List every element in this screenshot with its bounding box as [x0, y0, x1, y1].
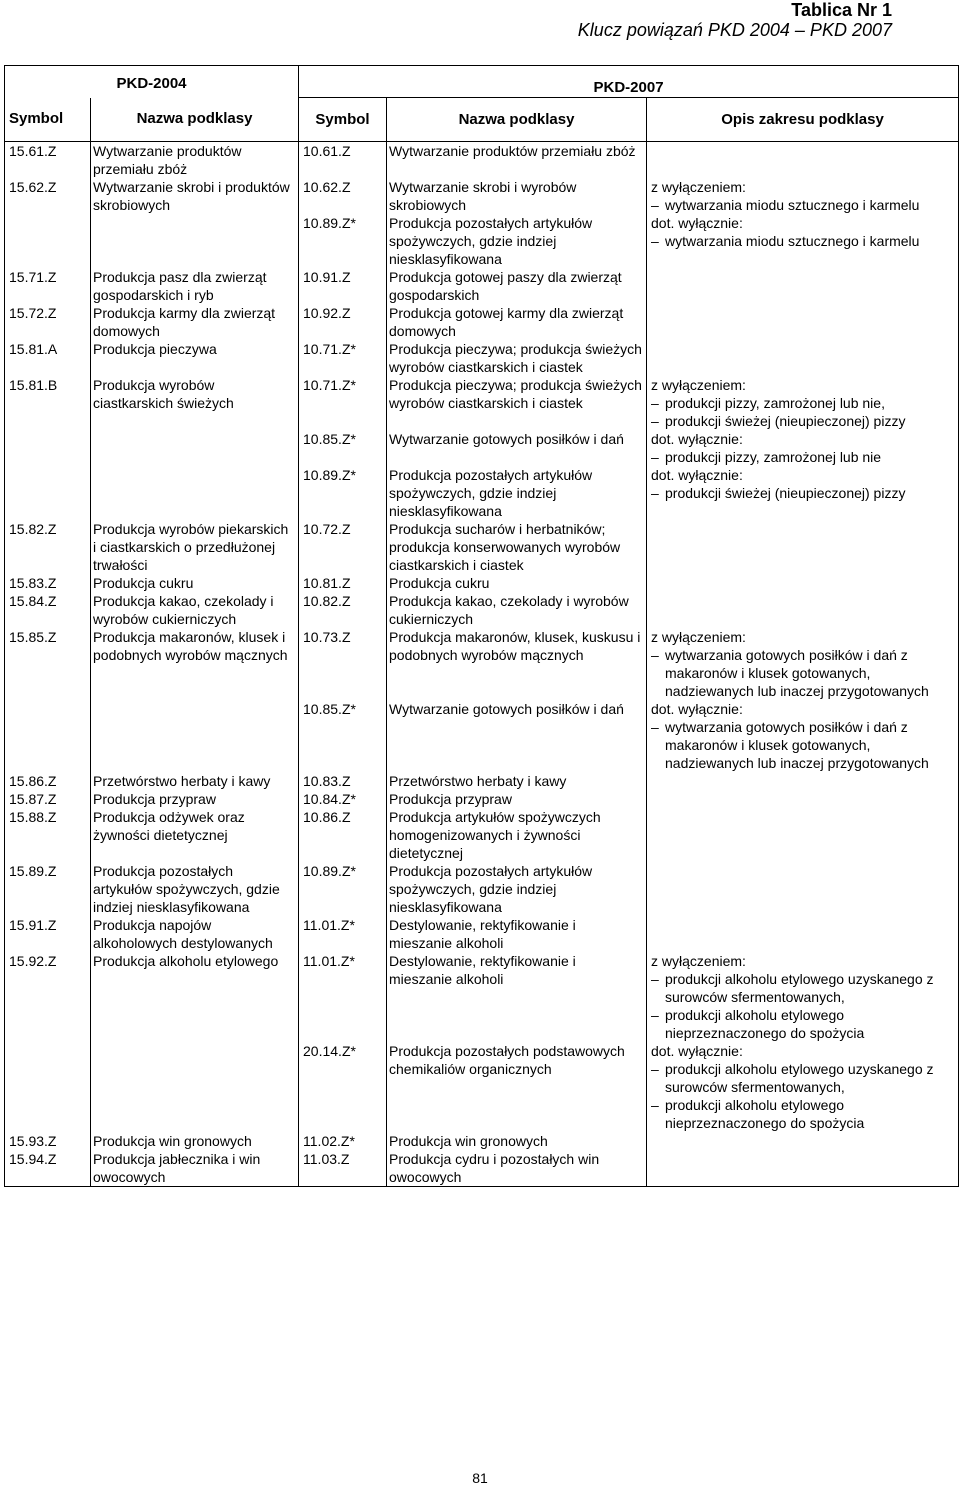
scope-description	[647, 1042, 959, 1132]
pkd2004-symbol: 15.92.Z	[5, 952, 91, 1132]
scope-list	[651, 232, 954, 250]
pkd2004-symbol: 15.86.Z	[5, 772, 91, 790]
pkd2007-symbol: 10.84.Z*	[299, 790, 387, 808]
scope-item: – produkcji alkoholu etylowego nieprzeznaczonego do spożycia	[651, 1096, 954, 1132]
scope-label: z wyłączeniem:	[651, 629, 746, 645]
pkd2007-symbol: 11.03.Z	[299, 1150, 387, 1187]
pkd2007-symbol: 10.71.Z*	[299, 340, 387, 376]
group-header-2007: PKD-2007	[593, 79, 664, 96]
pkd2007-symbol: 11.01.Z*	[299, 916, 387, 952]
table-row	[5, 592, 959, 628]
pkd2007-name: Destylowanie, rektyfikowanie i mieszanie alkoholi	[387, 952, 647, 1042]
pkd2007-name: Produkcja sucharów i herbatników; produkcja konserwowanych wyrobów ciastkarskich i ciastek	[387, 520, 647, 574]
scope-label: dot. wyłącznie:	[651, 431, 743, 447]
pkd2004-name: Produkcja napojów alkoholowych destylowanych	[91, 916, 299, 952]
pkd2007-symbol: 10.81.Z	[299, 574, 387, 592]
pkd2007-symbol: 10.83.Z	[299, 772, 387, 790]
pkd2007-symbol: 10.73.Z	[299, 628, 387, 700]
scope-description	[647, 178, 959, 214]
pkd2004-symbol: 15.81.A	[5, 340, 91, 376]
col-header-symbol-2004: Symbol	[5, 98, 91, 142]
table-row	[5, 142, 959, 179]
pkd2004-symbol: 15.89.Z	[5, 862, 91, 916]
pkd2004-symbol: 15.84.Z	[5, 592, 91, 628]
scope-description	[647, 916, 959, 952]
table-body	[5, 142, 959, 1187]
pkd2007-name: Wytwarzanie gotowych posiłków i dań	[387, 700, 647, 772]
pkd2004-symbol: 15.93.Z	[5, 1132, 91, 1150]
pkd2007-name: Wytwarzanie skrobi i wyrobów skrobiowych	[387, 178, 647, 214]
pkd2007-name: Produkcja pozostałych artykułów spożywczych, gdzie indziej niesklasyfikowana	[387, 862, 647, 916]
pkd2007-name: Produkcja makaronów, klusek, kuskusu i podobnych wyrobów mącznych	[387, 628, 647, 700]
group-header-2004: PKD-2004	[5, 66, 299, 98]
pkd2007-name: Produkcja przypraw	[387, 790, 647, 808]
table-subtitle: Klucz powiązań PKD 2004 – PKD 2007	[577, 20, 892, 40]
pkd2004-name: Produkcja pieczywa	[91, 340, 299, 376]
scope-label: dot. wyłącznie:	[651, 701, 743, 717]
pkd2004-symbol: 15.83.Z	[5, 574, 91, 592]
scope-description	[647, 700, 959, 772]
pkd2007-symbol: 10.72.Z	[299, 520, 387, 574]
pkd2004-symbol: 15.82.Z	[5, 520, 91, 574]
scope-list	[651, 646, 954, 700]
scope-item: – produkcji świeżej (nieupieczonej) pizzy	[651, 484, 954, 502]
table-row	[5, 520, 959, 574]
table-row	[5, 178, 959, 214]
pkd2004-name: Przetwórstwo herbaty i kawy	[91, 772, 299, 790]
pkd2004-symbol: 15.72.Z	[5, 304, 91, 340]
pkd2004-name: Produkcja karmy dla zwierząt domowych	[91, 304, 299, 340]
scope-description	[647, 142, 959, 179]
pkd2007-name: Produkcja pozostałych podstawowych chemikaliów organicznych	[387, 1042, 647, 1132]
pkd2007-name: Produkcja pieczywa; produkcja świeżych wyrobów ciastkarskich i ciastek	[387, 340, 647, 376]
pkd2004-name: Produkcja kakao, czekolady i wyrobów cukierniczych	[91, 592, 299, 628]
table-row	[5, 268, 959, 304]
table-row	[5, 340, 959, 376]
pkd2004-name: Produkcja przypraw	[91, 790, 299, 808]
scope-description	[647, 628, 959, 700]
table-title: Tablica Nr 1	[791, 0, 892, 20]
scope-list	[651, 718, 954, 772]
scope-item: – produkcji świeżej (nieupieczonej) pizzy	[651, 412, 954, 430]
scope-item: – produkcji alkoholu etylowego nieprzeznaczonego do spożycia	[651, 1006, 954, 1042]
scope-label: dot. wyłącznie:	[651, 215, 743, 231]
scope-description	[647, 592, 959, 628]
scope-item: – produkcji alkoholu etylowego uzyskanego z surowców sfermentowanych,	[651, 1060, 954, 1096]
pkd2004-name: Produkcja jabłecznika i win owocowych	[91, 1150, 299, 1187]
pkd2007-symbol: 10.61.Z	[299, 142, 387, 179]
pkd2007-name: Produkcja gotowej karmy dla zwierząt domowych	[387, 304, 647, 340]
pkd2007-name: Produkcja cukru	[387, 574, 647, 592]
scope-description	[647, 952, 959, 1042]
pkd2007-symbol: 11.01.Z*	[299, 952, 387, 1042]
pkd2004-name: Produkcja wyrobów piekarskich i ciastkarskich o przedłużonej trwałości	[91, 520, 299, 574]
pkd2004-name: Produkcja wyrobów ciastkarskich świeżych	[91, 376, 299, 520]
pkd2007-name: Produkcja win gronowych	[387, 1132, 647, 1150]
pkd2004-name: Produkcja alkoholu etylowego	[91, 952, 299, 1132]
scope-list	[651, 448, 954, 466]
pkd2004-name: Wytwarzanie produktów przemiału zbóż	[91, 142, 299, 179]
pkd2007-symbol: 20.14.Z*	[299, 1042, 387, 1132]
scope-description	[647, 574, 959, 592]
scope-item: – produkcji pizzy, zamrożonej lub nie,	[651, 394, 954, 412]
pkd2007-symbol: 10.89.Z*	[299, 466, 387, 520]
table-row	[5, 916, 959, 952]
scope-description	[647, 376, 959, 430]
scope-label: dot. wyłącznie:	[651, 467, 743, 483]
table-row	[5, 772, 959, 790]
scope-item: – produkcji alkoholu etylowego uzyskanego z surowców sfermentowanych,	[651, 970, 954, 1006]
scope-description	[647, 1150, 959, 1187]
scope-item: – wytwarzania miodu sztucznego i karmelu	[651, 232, 954, 250]
table-row	[5, 808, 959, 862]
table-row	[5, 376, 959, 430]
pkd2007-symbol: 10.89.Z*	[299, 214, 387, 268]
pkd2004-symbol: 15.88.Z	[5, 808, 91, 862]
scope-description	[647, 790, 959, 808]
pkd2007-name: Przetwórstwo herbaty i kawy	[387, 772, 647, 790]
pkd2007-symbol: 11.02.Z*	[299, 1132, 387, 1150]
pkd2007-symbol: 10.89.Z*	[299, 862, 387, 916]
scope-list	[651, 1060, 954, 1132]
pkd2004-symbol: 15.81.B	[5, 376, 91, 520]
pkd2004-symbol: 15.91.Z	[5, 916, 91, 952]
pkd2007-symbol: 10.85.Z*	[299, 430, 387, 466]
scope-description	[647, 862, 959, 916]
pkd2007-symbol: 10.71.Z*	[299, 376, 387, 430]
scope-description	[647, 430, 959, 466]
table-row	[5, 1150, 959, 1187]
pkd2007-name: Wytwarzanie gotowych posiłków i dań	[387, 430, 647, 466]
table-row	[5, 574, 959, 592]
table-row	[5, 952, 959, 1042]
scope-label: z wyłączeniem:	[651, 377, 746, 393]
pkd2007-name: Produkcja pieczywa; produkcja świeżych wyrobów ciastkarskich i ciastek	[387, 376, 647, 430]
pkd2004-symbol: 15.85.Z	[5, 628, 91, 772]
table-row	[5, 628, 959, 700]
scope-description	[647, 772, 959, 790]
col-header-name-2004: Nazwa podklasy	[91, 98, 299, 142]
scope-description	[647, 1132, 959, 1150]
pkd2007-name: Produkcja gotowej paszy dla zwierząt gospodarskich	[387, 268, 647, 304]
pkd2007-symbol: 10.91.Z	[299, 268, 387, 304]
scope-item: – wytwarzania gotowych posiłków i dań z makaronów i klusek gotowanych, nadziewanych lub inaczej przygotowanych	[651, 718, 954, 772]
table-row	[5, 790, 959, 808]
pkd2007-name: Produkcja artykułów spożywczych homogenizowanych i żywności dietetycznej	[387, 808, 647, 862]
scope-list	[651, 196, 954, 214]
scope-description	[647, 520, 959, 574]
pkd2004-name: Produkcja pozostałych artykułów spożywczych, gdzie indziej niesklasyfikowana	[91, 862, 299, 916]
scope-list	[651, 970, 954, 1042]
pkd2004-symbol: 15.94.Z	[5, 1150, 91, 1187]
pkd2007-symbol: 10.85.Z*	[299, 700, 387, 772]
scope-list	[651, 394, 954, 430]
scope-description	[647, 808, 959, 862]
pkd2004-name: Produkcja makaronów, klusek i podobnych wyrobów mącznych	[91, 628, 299, 772]
scope-description	[647, 340, 959, 376]
pkd2007-symbol: 10.62.Z	[299, 178, 387, 214]
pkd2007-symbol: 10.82.Z	[299, 592, 387, 628]
scope-list	[651, 484, 954, 502]
pkd-mapping-table	[4, 65, 959, 1187]
pkd2004-name: Produkcja win gronowych	[91, 1132, 299, 1150]
table-row	[5, 1132, 959, 1150]
scope-item: – wytwarzania gotowych posiłków i dań z makaronów i klusek gotowanych, nadziewanych lub inaczej przygotowanych	[651, 646, 954, 700]
pkd2004-symbol: 15.71.Z	[5, 268, 91, 304]
col-header-description: Opis zakresu podklasy	[647, 98, 959, 142]
pkd2004-symbol: 15.61.Z	[5, 142, 91, 179]
pkd2004-name: Produkcja cukru	[91, 574, 299, 592]
col-header-name-2007: Nazwa podklasy	[387, 98, 647, 142]
pkd2004-name: Produkcja odżywek oraz żywności dietetycznej	[91, 808, 299, 862]
scope-label: dot. wyłącznie:	[651, 1043, 743, 1059]
pkd2007-name: Produkcja cydru i pozostałych win owocowych	[387, 1150, 647, 1187]
pkd2007-name: Wytwarzanie produktów przemiału zbóż	[387, 142, 647, 179]
table-row	[5, 304, 959, 340]
pkd2007-symbol: 10.86.Z	[299, 808, 387, 862]
pkd2004-name: Wytwarzanie skrobi i produktów skrobiowych	[91, 178, 299, 268]
col-header-symbol-2007: Symbol	[299, 98, 387, 142]
pkd2004-name: Produkcja pasz dla zwierząt gospodarskich i ryb	[91, 268, 299, 304]
page-number: 81	[472, 1470, 488, 1486]
pkd2004-symbol: 15.87.Z	[5, 790, 91, 808]
pkd2004-symbol: 15.62.Z	[5, 178, 91, 268]
scope-description	[647, 214, 959, 268]
scope-item: – wytwarzania miodu sztucznego i karmelu	[651, 196, 954, 214]
pkd2007-name: Produkcja kakao, czekolady i wyrobów cukierniczych	[387, 592, 647, 628]
pkd2007-name: Destylowanie, rektyfikowanie i mieszanie alkoholi	[387, 916, 647, 952]
pkd2007-name: Produkcja pozostałych artykułów spożywczych, gdzie indziej niesklasyfikowana	[387, 214, 647, 268]
pkd2007-symbol: 10.92.Z	[299, 304, 387, 340]
scope-description	[647, 304, 959, 340]
pkd2007-name: Produkcja pozostałych artykułów spożywczych, gdzie indziej niesklasyfikowana	[387, 466, 647, 520]
scope-item: – produkcji pizzy, zamrożonej lub nie	[651, 448, 954, 466]
scope-description	[647, 466, 959, 520]
scope-label: z wyłączeniem:	[651, 179, 746, 195]
scope-description	[647, 268, 959, 304]
scope-label: z wyłączeniem:	[651, 953, 746, 969]
table-row	[5, 862, 959, 916]
